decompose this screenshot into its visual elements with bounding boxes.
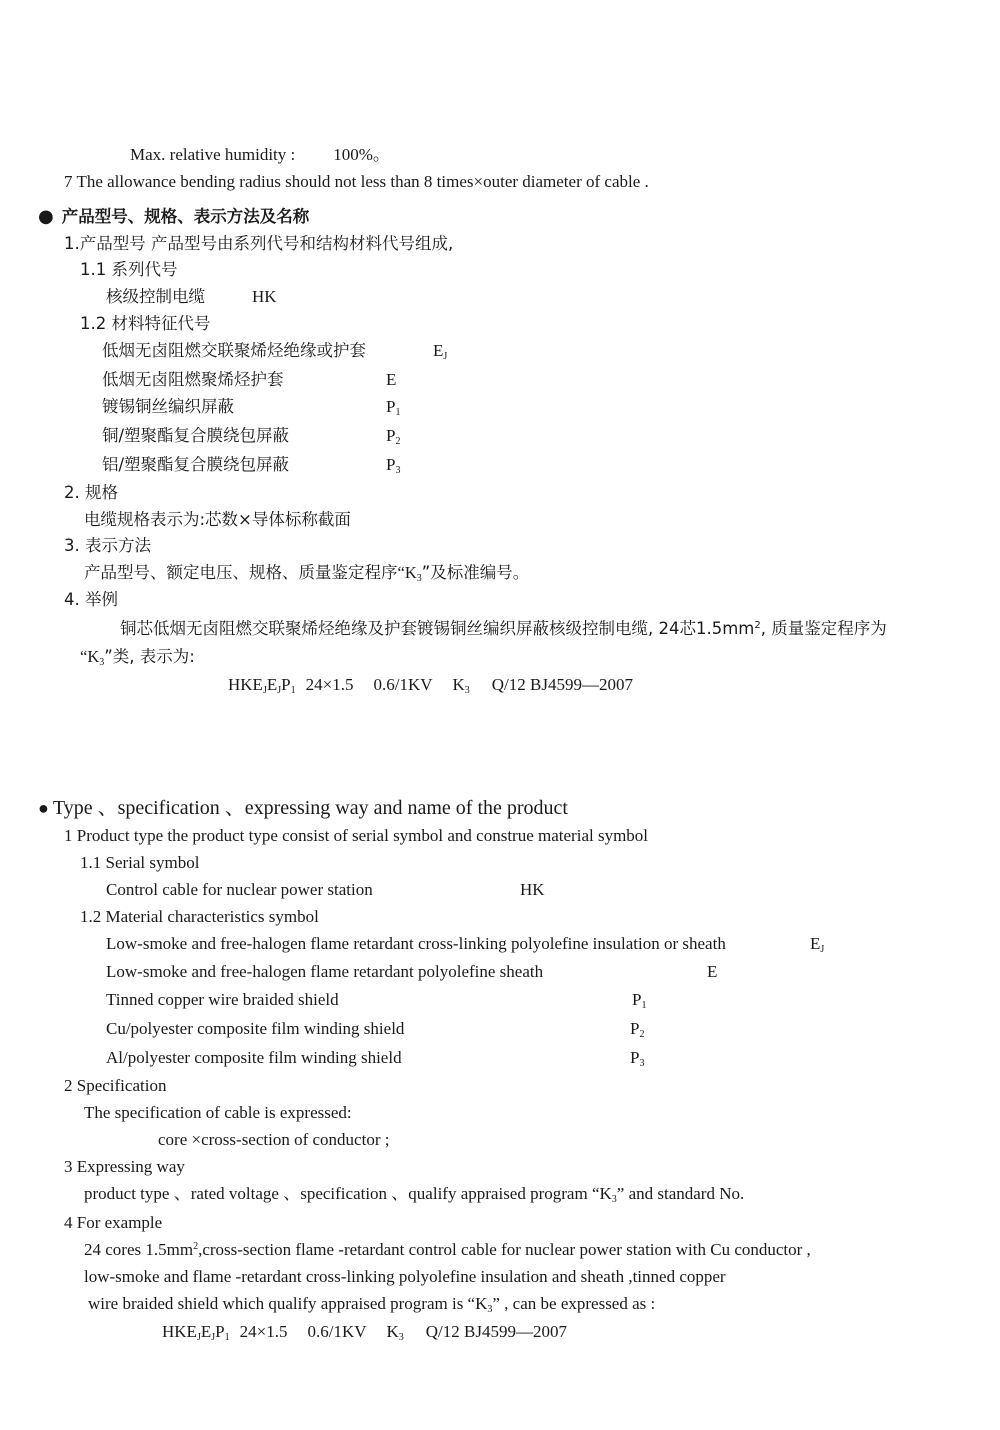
cn-s2-text: 电缆规格表示为:芯数×导体标称截面 [84, 510, 351, 529]
cn-material-code: $E_J$ [433, 341, 448, 362]
en-s1: 1 Product type the product type consist of serial symbol and construe material symbol [64, 826, 649, 845]
cn-s1-1: 1.1 系列代号 [80, 260, 178, 279]
en-material-code: $P_3$ [630, 1048, 645, 1069]
en-s1-1: 1.1 Serial symbol [80, 853, 200, 872]
cn-section-heading [38, 205, 309, 229]
en-material-name: Low-smoke and free-halogen flame retardant polyolefine sheath [106, 962, 544, 981]
en-s2: 2 Specification [64, 1076, 167, 1095]
en-s3: 3 Expressing way [64, 1157, 185, 1176]
humidity-label: Max. relative humidity : [130, 145, 296, 164]
en-material-name: Cu/polyester composite film winding shield [106, 1019, 405, 1038]
cn-s3-text: 产品型号、额定电压、规格、质量鉴定程序“$K_3$”及标准编号。 [84, 563, 530, 584]
cn-series-code: HK [252, 287, 277, 306]
en-s2-text2: core ×cross-section of conductor ; [158, 1130, 390, 1149]
en-s4-line1: 24 cores $1.5mm^2,cross$-section flame -retardant control cable for nuclear power station with Cu conductor , [84, 1240, 811, 1259]
en-material-name: Low-smoke and free-halogen flame retardant cross-linking polyolefine insulation or sheath [106, 934, 726, 953]
en-s1-2: 1.2 Material characteristics symbol [80, 907, 319, 926]
cn-material-code: $P_3$ [386, 455, 401, 476]
en-material-name: Al/polyester composite film winding shield [106, 1048, 402, 1067]
en-section-heading [38, 796, 568, 820]
en-material-code: $P_1$ [632, 990, 647, 1011]
cn-s3: 3. 表示方法 [64, 536, 151, 555]
cn-s4-text2: “$K_3$”类, 表示为: [80, 647, 195, 668]
en-series-name: Control cable for nuclear power station [106, 880, 373, 899]
cn-series-name: 核级控制电缆 [106, 287, 205, 306]
cn-material-name: 铝/塑聚酯复合膜绕包屏蔽 [102, 455, 290, 474]
en-s3-text: product type 、rated voltage 、specification 、qualify appraised program “$K_3$” and standard No. [84, 1184, 745, 1205]
bending-radius-line: 7 The allowance bending radius should not less than 8 times×outer diameter of cable . [64, 172, 649, 191]
en-material-code: $E_J$ [810, 934, 825, 955]
cn-material-name: 低烟无卤阻燃交联聚烯烃绝缘或护套 [102, 341, 366, 360]
en-s4: 4 For example [64, 1213, 163, 1232]
cn-example-code: $HKE_JE_JP_1$ 24×1.5 0.6/1KV $K_3$ Q/12 BJ4599—2007 [228, 675, 633, 696]
cn-s4: 4. 举例 [64, 590, 118, 609]
cn-s1-2: 1.2 材料特征代号 [80, 314, 211, 333]
cn-heading-text: 产品型号、规格、表示方法及名称 [61, 207, 310, 226]
cn-material-name: 铜/塑聚酯复合膜绕包屏蔽 [102, 426, 290, 445]
cn-material-code: $P_1$ [386, 397, 401, 418]
en-heading-text: Type 、specification 、expressing way and name of the product [52, 797, 568, 819]
cn-material-name: 低烟无卤阻燃聚烯烃护套 [102, 370, 284, 389]
cn-s2: 2. 规格 [64, 483, 118, 502]
en-material-code: $P_2$ [630, 1019, 645, 1040]
cn-material-code: E [386, 370, 397, 389]
en-material-name: Tinned copper wire braided shield [106, 990, 339, 1009]
bullet-icon: ● [38, 798, 49, 818]
cn-s1: 1.产品型号 产品型号由系列代号和结构材料代号组成, [64, 234, 454, 253]
humidity-value: 100%。 [333, 145, 390, 164]
en-example-code: $HKE_JE_JP_1$ 24×1.5 0.6/1KV $K_3$ Q/12 BJ4599—2007 [162, 1322, 567, 1343]
en-material-code: E [707, 962, 718, 981]
cn-material-name: 镀锡铜丝编织屏蔽 [102, 397, 234, 416]
cn-s4-text: 铜芯低烟无卤阻燃交联聚烯烃绝缘及护套镀锡铜丝编织屏蔽核级控制电缆, 24芯$1.5mm^2$, 质量鉴定程序为 [120, 619, 887, 638]
cn-material-code: $P_2$ [386, 426, 401, 447]
en-series-code: HK [520, 880, 545, 899]
humidity-line [130, 143, 390, 167]
en-s4-line2: low-smoke and flame -retardant cross-linking polyolefine insulation and sheath ,tinned copper [84, 1267, 726, 1286]
en-s2-text: The specification of cable is expressed: [84, 1103, 352, 1122]
en-s4-line3: wire braided shield which qualify appraised program is “$K_3$” , can be expressed as : [88, 1294, 656, 1315]
bullet-icon: ● [38, 206, 54, 227]
